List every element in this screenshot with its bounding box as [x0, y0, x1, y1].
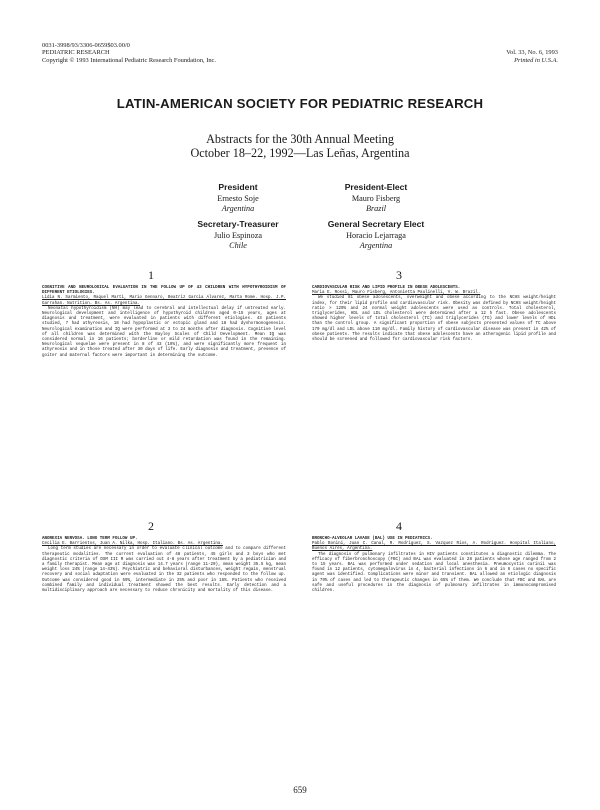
officer-country: Argentina — [359, 241, 393, 250]
officer-name: Ernesto Soje — [217, 194, 259, 203]
page-number: 659 — [293, 785, 307, 795]
journal-header — [42, 42, 558, 64]
officer-role: General Secretary Elect — [327, 219, 425, 229]
officer-role: President — [218, 182, 258, 192]
abstract-title: CARDIOVASCULAR RISK AND LIPID PROFILE IN OBESE ADOLESCENTS. — [312, 286, 461, 290]
society-title: LATIN-AMERICAN SOCIETY FOR PEDIATRIC RESEARCH — [116, 96, 484, 111]
officer-role: Secretary-Treasurer — [197, 219, 279, 229]
officer-president-elect — [266, 182, 486, 214]
subtitle-line-1: Abstracts for the 30th Annual Meeting — [206, 132, 394, 146]
journal-name: PEDIATRIC RESEARCH — [42, 49, 110, 57]
officer-general-secretary-elect — [266, 219, 486, 251]
abstract-body: Neonatal hypothyroidism (NH) may lead to cerebral and intellectual delay if untreated early. Neurological development and intelligence of hypothyroid children aged 0-15 years, ages at diagnosis and treatment, were evaluated in patients with different etiologies. 43 patients studied, 7 had athyreosis, 18 had hypoplastic or ectopic gland and 18 had dyshormonogenesis. Neurological examination and IQ were performed at 3 to 24 months after diagnosis. Cognitive level of all children was determined with the Bayley Scales of Child Development. Mean IQ was considered normal in 16 patients; borderline or mild retardation was found in the remaining. Neurological sequelae were present in 8 of 43 (19%), and were significantly more frequent in athyreosis and in those treated after 30 days of life. Early diagnosis and treatment, presence of goiter and maternal factors were important in determining the outcome. — [42, 306, 286, 358]
abstract-title: BRONCHO-ALVEOLAR LAVAGE (BAL) USE IN PEDIATRICS. — [312, 537, 433, 541]
copyright-line: Copyright © 1993 International Pediatric Research Foundation, Inc. — [42, 56, 216, 64]
volume-info: Vol. 33, No. 6, 1993 — [506, 49, 558, 57]
officer-name: Julio Espinoza — [214, 231, 262, 240]
abstract-number-3: 3 — [396, 268, 402, 282]
officer-country: Argentina — [221, 204, 255, 213]
abstract-body: We studied 81 obese adolescents, overweight and obese according to the NCHS weight/height index, for their lipid profile and cardiovascular risk. Obesity was defined by NCHS weight/height ratio > 120% and 24 normal weight adolescents were used as controls. Total cholesterol, triglycerides, HDL and LDL cholesterol were determined after a 12 h fast. Obese adolescents showed higher levels of total cholesterol (TC) and triglycerides (TG) and lower levels of HDL than the control group. A significant proportion of obese subjects presented values of TC above 170 mg/dl and LDL above 110 mg/dl. Family history of cardiovascular disease was present in 42% of obese patients. The results indicate that obese adolescents have an atherogenic lipid profile and should be screened and followed for cardiovascular risk factors. — [312, 296, 556, 343]
abstract-3 — [312, 286, 556, 343]
subtitle-line-2: October 18–22, 1992—Las Leñas, Argentina — [190, 146, 410, 160]
officer-name: Horacio Lejarraga — [346, 231, 406, 240]
abstract-authors: Cecilia E. Barrientos, Juan A. Nilka, Hosp. Italiano. Bs. As. Argentina. — [42, 542, 223, 547]
officer-name: Mauro Fisberg — [351, 194, 401, 203]
abstract-number-1: 1 — [148, 268, 154, 282]
officer-country: Brazil — [365, 204, 387, 213]
abstract-number-2: 2 — [148, 519, 154, 533]
abstract-title: ANOREXIA NERVOSA. LONG TERM FOLLOW UP. — [42, 537, 138, 541]
abstract-1 — [42, 286, 286, 359]
abstract-body: Long term studies are necessary in order to evaluate clinical outcome and to compare different therapeutic modalities. The current evaluation of 48 patients, 45 girls and 3 boys who met diagnostic criteria of DSM III R was carried out 4-8 years after treatment by a pediatrician and a family therapist. Mean age at diagnosis was 14.7 years (range 11-20), mean weight 35.5 kg, mean weight loss 24% (range 14-43%). Psychiatric and behavioral disturbances, weight regain, menstrual recovery and social adaptation were evaluated in the 32 patients who responded to the follow up. Outcome was considered good in 59%, intermediate in 25% and poor in 16%. Patients who received combined family and individual treatment showed the best results. Early detection and a multidisciplinary approach are necessary to reduce chronicity and mortality of this disease. — [42, 547, 286, 594]
issn-code: 0031-3998/93/3306-0659$03.00/0 — [42, 42, 130, 49]
printed-in: Printed in U.S.A. — [514, 56, 558, 64]
abstract-number-4: 4 — [396, 519, 402, 533]
abstract-2 — [42, 537, 286, 594]
abstract-title: COGNITIVE AND NEUROLOGICAL EVALUATION IN THE FOLLOW UP OF 43 CHILDREN WITH HYPOTHYROIDISM OF DIFFERENT ETIOLOGIES. — [42, 286, 286, 296]
abstract-4 — [312, 537, 556, 594]
abstract-body: The diagnosis of pulmonary infiltrates in HIV patients constitutes a diagnostic dilemma. The efficacy of fiberbronchoscopy (FBC) and BAL was evaluated in 28 patients whose age ranged from 2 to 15 years. BAL was performed under sedation and local anesthesia. Pneumocystis carinii was found in 12 patients, cytomegalovirus in 4, bacterial infections in 6 and in 6 cases no specific agent was identified. Complications were minor and transient. BAL allowed an etiologic diagnosis in 79% of cases and led to therapeutic changes in 65% of them. We conclude that FBC and BAL are safe and useful procedures in the diagnosis of pulmonary infiltrates in immunocompromised children. — [312, 552, 556, 594]
abstract-authors: Maria E. Rossi, Mauro Fisberg, Antonietta Paulinelli, V. W. Brazil. — [312, 291, 481, 296]
abstract-authors: Pablo Bonini, Juan C. Canal, R. Rodriguez, S. Vazquez Rios, A. Rodriguez. Hospital Italiano, Buenos Aires, Argentina. — [312, 542, 556, 552]
abstract-authors: Lidia N. Sarmiento, Raquel Marti, Mario Gennaro, Beatriz Garcia Alvarez, Marta Rome. Hosp. J.P. Garrahan. Nutrition. Bs. As. Argentina. — [42, 296, 286, 306]
officer-country: Chile — [229, 241, 247, 250]
officer-role: President-Elect — [344, 182, 408, 192]
meeting-subtitle — [0, 132, 600, 160]
